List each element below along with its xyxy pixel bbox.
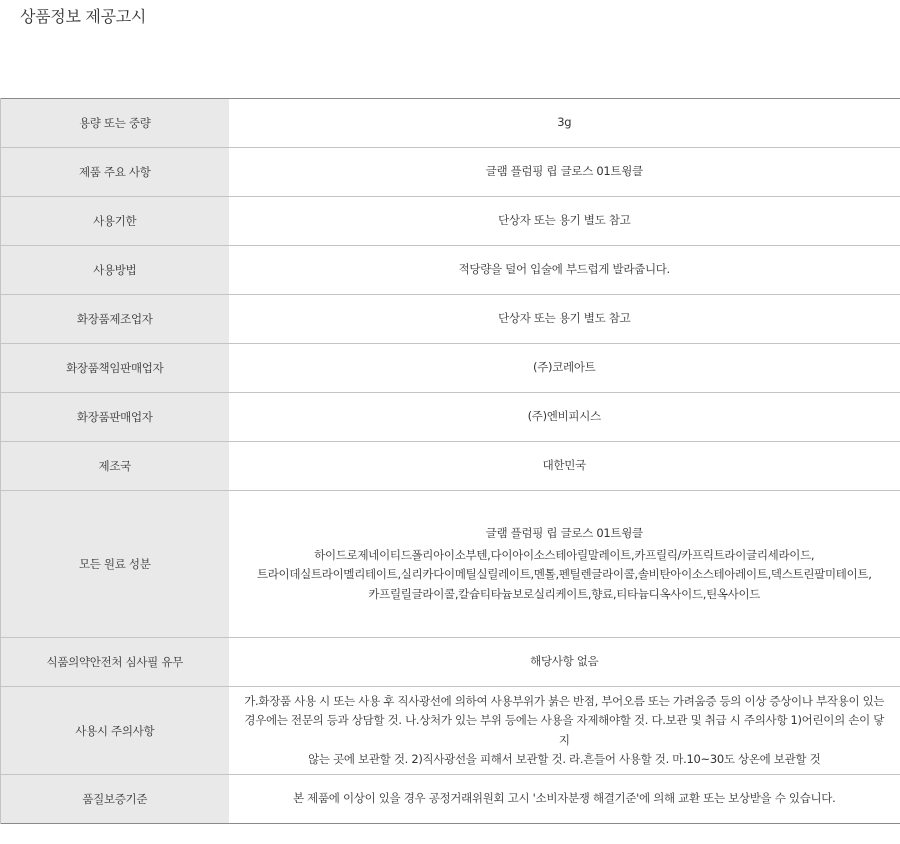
row-label: 모든 원료 성분 (1, 491, 229, 638)
row-label: 사용시 주의사항 (1, 687, 229, 775)
row-value: 적당량을 덜어 입술에 부드럽게 발라줍니다. (229, 246, 900, 295)
row-value: (주)엔비피시스 (229, 393, 900, 442)
row-expiry (1, 197, 900, 246)
ingredients-product-name: 글램 플럼핑 립 글로스 01트윙클 (485, 526, 643, 540)
row-value: 단상자 또는 용기 별도 참고 (229, 197, 900, 246)
row-responsible-seller (1, 344, 900, 393)
row-quality-guarantee (1, 775, 900, 824)
row-manufacturer (1, 295, 900, 344)
row-value: 본 제품에 이상이 있을 경우 공정거래위원회 고시 '소비자분쟁 해결기준'에 의해 교환 또는 보상받을 수 있습니다. (229, 775, 900, 824)
row-seller (1, 393, 900, 442)
row-value: 단상자 또는 용기 별도 참고 (229, 295, 900, 344)
page-title: 상품정보 제공고시 (20, 7, 147, 26)
row-value: 글램 플럼핑 립 글로스 01트윙클 (229, 148, 900, 197)
row-value: 해당사항 없음 (229, 638, 900, 687)
row-value (229, 491, 900, 638)
row-label: 품질보증기준 (1, 775, 229, 824)
caution-text: 가.화장품 사용 시 또는 사용 후 직사광선에 의하여 사용부위가 붉은 반점, 부어오름 또는 가려움증 등의 이상 증상이나 부작용이 있는 경우에는 전문의 등과 상담할 것. 나.상처가 있는 부위 등에는 사용을 자제해야할 것. 다.보관 및 취급 시 주의사항 1)어린이의 손이 닿지 않는 곳에 보관할 것. 2)직사광선을 피해서 보관할 것. 라.흔들어 사용할 것. 마.10~30도 상온에 보관할 것 (244, 693, 885, 766)
row-label: 화장품책임판매업자 (1, 344, 229, 393)
row-label: 용량 또는 중량 (1, 99, 229, 148)
row-ingredients (1, 491, 900, 638)
row-capacity (1, 99, 900, 148)
row-caution (1, 687, 900, 775)
row-label: 화장품판매업자 (1, 393, 229, 442)
row-label: 제품 주요 사항 (1, 148, 229, 197)
row-value: 3g (229, 99, 900, 148)
row-origin-country (1, 442, 900, 491)
row-value: 대한민국 (229, 442, 900, 491)
row-product-main (1, 148, 900, 197)
row-label: 사용방법 (1, 246, 229, 295)
row-usage (1, 246, 900, 295)
row-value: (주)코레아트 (229, 344, 900, 393)
row-mfds-review (1, 638, 900, 687)
row-label: 식품의약안전처 심사필 유무 (1, 638, 229, 687)
ingredients-list: 하이드로제네이티드폴리아이소부텐,다이아이소스테아릴말레이트,카프릴릭/카프릭트라이글리세라이드, 트라이데실트라이멜리테이트,실리카다이메틸실릴레이트,멘톨,펜틸렌글라이콜,솔비탄아이소스테아레이트,덱스트린팔미테이트, 카프릴릴글라이콜,칼슘티타늄보로실리케이트,향료,티타늄디옥사이드,틴옥사이드 (256, 547, 872, 601)
row-label: 제조국 (1, 442, 229, 491)
row-label: 사용기한 (1, 197, 229, 246)
product-info-table (0, 98, 900, 824)
row-value (229, 687, 900, 775)
row-label: 화장품제조업자 (1, 295, 229, 344)
